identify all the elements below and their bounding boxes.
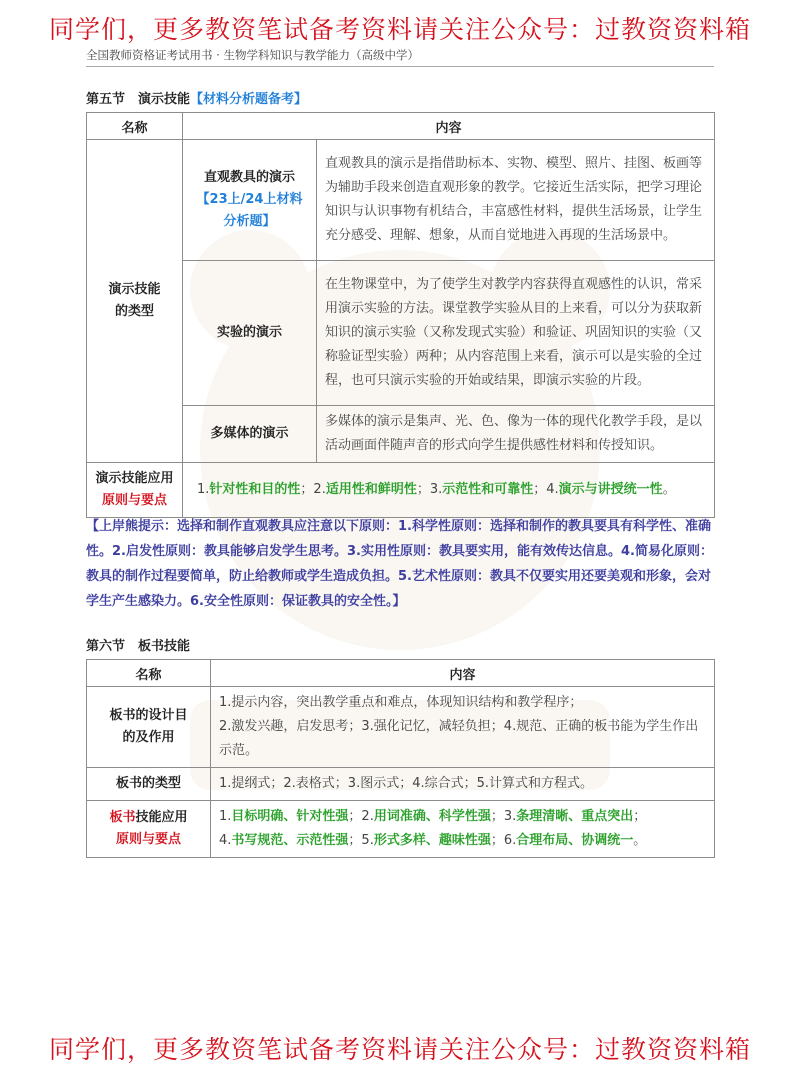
header-content: 内容 [183, 113, 715, 140]
header-name: 名称 [87, 113, 183, 140]
header-name: 名称 [87, 660, 211, 687]
book-subtitle: 全国教师资格证考试用书 · 生物学科知识与教学能力（高级中学） [86, 48, 419, 62]
row-content: 直观教具的演示是指借助标本、实物、模型、照片、挂图、板画等为辅助手段来创造直观形象的教学。它接近生活实际，把学习理论知识与认识事物有机结合，丰富感性材料，提供生活场景，让学生充分感受、理解、想象，从而自觉地进入再现的生活场景中。 [317, 140, 715, 261]
section5-title: 第五节 演示技能 [86, 92, 191, 107]
table-header-row [87, 113, 715, 140]
top-banner: 同学们，更多教资笔试备考资料请关注公众号：过教资资料箱 [48, 15, 751, 44]
section5-tag: 【材料分析题备考】 [190, 92, 308, 107]
row-name: 板书的类型 [87, 768, 211, 801]
row-content: 1.提示内容，突出教学重点和难点，体现知识结构和教学程序； 2.激发兴趣，启发思考；3.强化记忆，减轻负担；4.规范、正确的板书能为学生作出示范。 [211, 687, 715, 768]
principles-content: 1.针对性和目的性；2.适用性和鲜明性；3.示范性和可靠性；4.演示与讲授统一性。 [183, 463, 715, 518]
table-header-row [87, 660, 715, 687]
header-divider [86, 66, 714, 67]
table-row [87, 140, 715, 261]
principles-label: 演示技能应用 原则与要点 [87, 463, 183, 518]
section6-heading [86, 635, 190, 654]
exam-note: 【23上/24上材料分析题】 [196, 192, 303, 229]
row-content: 在生物课堂中，为了使学生对教学内容获得直观感性的认识，常采用演示实验的方法。课堂教学实验从目的上来看，可以分为获取新知识的演示实验（又称发现式实验）和验证、巩固知识的实验（又称验证型实验）两种；从内容范围上来看，演示可以是实验的全过程，也可只演示实验的开始或结果，即演示实验的片段。 [317, 261, 715, 406]
principles-row [87, 801, 715, 858]
table-row [87, 768, 715, 801]
bottom-banner: 同学们，更多教资笔试备考资料请关注公众号：过教资资料箱 [48, 1035, 751, 1064]
row-name: 实验的演示 [183, 261, 317, 406]
row-name: 多媒体的演示 [183, 406, 317, 463]
header-content: 内容 [211, 660, 715, 687]
demo-skill-table [86, 112, 715, 518]
principles-label: 板书技能应用 原则与要点 [87, 801, 211, 858]
tip-note: 【上岸熊提示：选择和制作直观教具应注意以下原则：1.科学性原则：选择和制作的教具要具有科学性、准确性。2.启发性原则：教具能够启发学生思考。3.实用性原则：教具要实用，能有效传达信息。4.简易化原则：教具的制作过程要简单，防止给教师或学生造成负担。5.艺术性原则：教具不仅要实用还要美观和形象，会对学生产生感染力。6.安全性原则：保证教具的安全性。】 [86, 519, 713, 609]
row-name: 直观教具的演示 【23上/24上材料分析题】 [183, 140, 317, 261]
principles-content: 1.目标明确、针对性强；2.用词准确、科学性强；3.条理清晰、重点突出； 4.书写规范、示范性强；5.形式多样、趣味性强；6.合理布局、协调统一。 [211, 801, 715, 858]
table-row [87, 687, 715, 768]
group-label: 演示技能的类型 [87, 140, 183, 463]
board-skill-table [86, 659, 715, 858]
principles-row [87, 463, 715, 518]
row-name: 板书的设计目的及作用 [87, 687, 211, 768]
section5-heading [86, 88, 307, 107]
row-content: 1.提纲式；2.表格式；3.图示式；4.综合式；5.计算式和方程式。 [211, 768, 715, 801]
section6-title: 第六节 板书技能 [86, 639, 191, 654]
row-content: 多媒体的演示是集声、光、色、像为一体的现代化教学手段，是以活动画面伴随声音的形式向学生提供感性材料和传授知识。 [317, 406, 715, 463]
